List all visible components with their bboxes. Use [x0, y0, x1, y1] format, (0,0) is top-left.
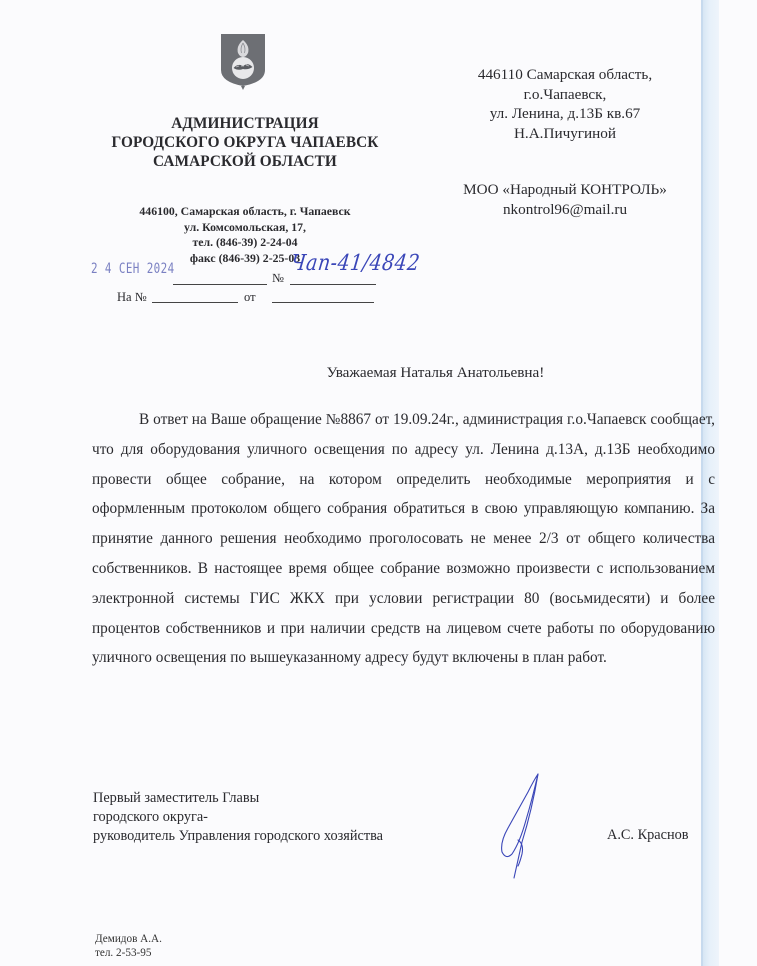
in-reply-underline	[152, 302, 238, 303]
from-label: от	[244, 290, 256, 304]
from-underline	[272, 302, 374, 303]
letter-body: В ответ на Ваше обращение №8867 от 19.09.24г., администрация г.о.Чапаевск сообщает, что для оборудования уличного освещения по адресу ул. Ленина д.13А, д.13Б необходимо провести общее собрание, на котором определить необходимые мероприятия и с оформленным протоколом общего собрания обратиться в свою управляющую компанию. За принятие данного решения необходимо проголосовать не менее 2/3 от общего количества собственников. В настоящее время общее собрание возможно произвести с использованием электронной системы ГИС ЖКХ при условии регистрации 80 (восьмидесяти) и более процентов собственников и при наличии средств на лицевом счете работы по оборудованию уличного освещения по вышеуказанному адресу будут включены в план работ.	[92, 411, 715, 667]
org-phone: тел. (846-39) 2-24-04	[192, 235, 298, 250]
recipient-address-line: ул. Ленина, д.13Б кв.67	[489, 105, 641, 122]
org-address-line: 446100, Самарская область, г. Чапаевск	[139, 204, 351, 218]
position-line: руководитель Управления городского хозяйства	[93, 827, 384, 844]
org-title-line: ГОРОДСКОГО ОКРУГА ЧАПАЕВСК	[111, 134, 379, 151]
signatory-position	[93, 789, 383, 845]
org-fax: факс (846-39) 2-25-03	[189, 250, 301, 265]
number-underline	[290, 284, 376, 285]
date-underline	[173, 284, 267, 285]
letterhead	[80, 114, 410, 266]
executor-phone: тел. 2-53-95	[95, 947, 152, 959]
recipient-block	[420, 65, 710, 219]
position-line: городского округа-	[93, 808, 208, 825]
signer-name: А.С. Краснов	[607, 827, 689, 843]
recipient-address-line: г.о.Чапаевск,	[523, 85, 607, 103]
coat-of-arms-icon	[219, 32, 267, 90]
position-line: Первый заместитель Главы	[93, 790, 260, 806]
executor-name: Демидов А.А.	[95, 933, 162, 945]
date-stamp: 2 4 СЕН 2024	[91, 261, 175, 277]
salutation-text: Уважаемая Наталья Анатольевна!	[326, 364, 545, 381]
recipient-organization: МОО «Народный КОНТРОЛЬ»	[463, 181, 667, 198]
recipient-name: Н.А.Пичугиной	[513, 124, 617, 142]
organization-title	[80, 114, 410, 171]
recipient-address-line: 446110 Самарская область,	[477, 66, 653, 83]
recipient-email: nkontrol96@mail.ru	[502, 200, 628, 218]
handwritten-registration-number: Чап-41/4842	[289, 251, 422, 276]
org-title-line: САМАРСКОЙ ОБЛАСТИ	[153, 153, 337, 170]
salutation	[0, 364, 757, 382]
number-label: №	[272, 271, 284, 285]
org-address-line: ул. Комсомольская, 17,	[184, 219, 306, 234]
handwritten-signature-icon	[478, 770, 558, 880]
in-reply-label: На №	[117, 290, 147, 304]
org-title-line: АДМИНИСТРАЦИЯ	[171, 115, 319, 132]
executor-info	[95, 932, 162, 960]
